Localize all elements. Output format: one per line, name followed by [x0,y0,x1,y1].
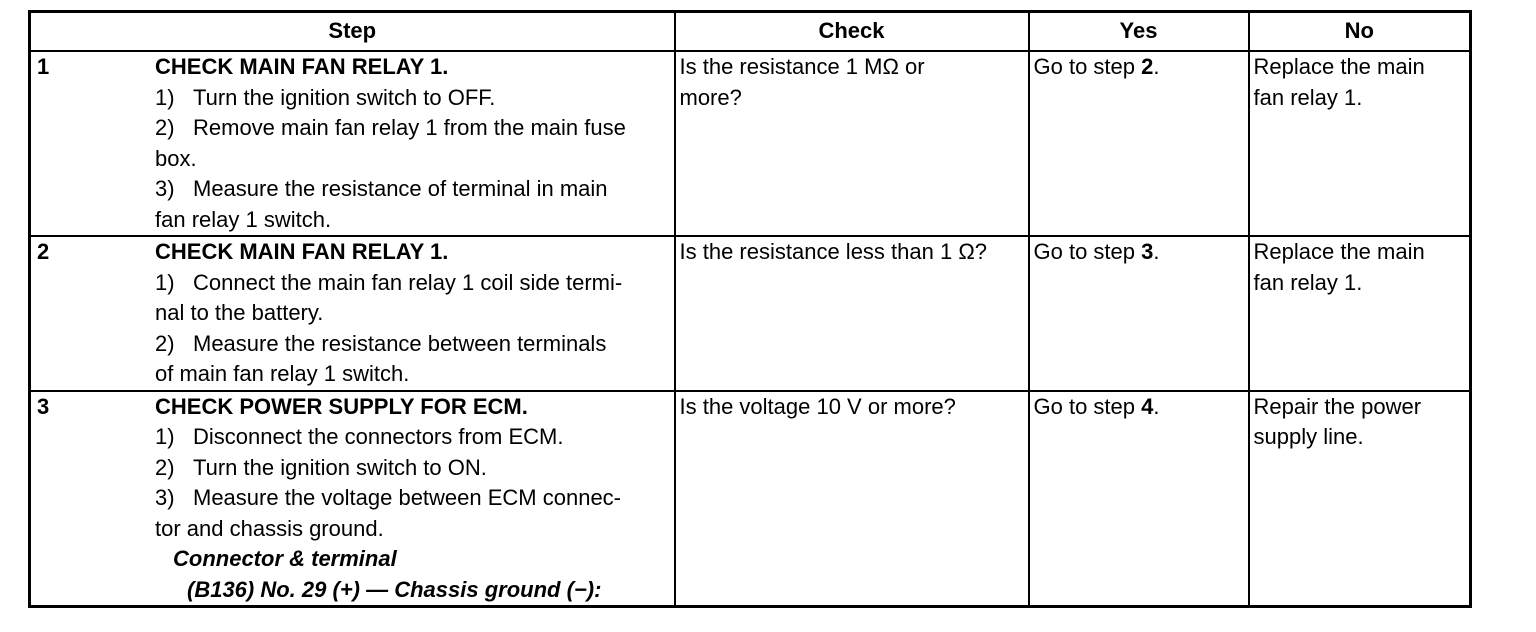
check-text-line: Is the voltage 10 V or more? [679,393,956,419]
substep-continuation: tor and chassis ground. [155,515,384,541]
substep [155,83,668,114]
check-cell [675,391,1029,607]
substep [155,422,668,453]
step-body [155,52,670,235]
table-row [30,236,1471,391]
yes-cell [1029,391,1249,607]
connector-terminal-title: Connector & terminal [173,546,397,571]
check-text-line: Is the resistance less than 1 Ω? [679,239,987,264]
no-text-line: fan relay 1. [1253,84,1363,110]
no-cell [1249,236,1471,391]
substep-number: 2) [155,330,175,356]
yes-step-number: 3 [1141,239,1154,264]
substep-text: Measure the resistance between terminals [193,330,607,356]
substep [155,113,668,144]
substep-number: 1) [155,84,175,110]
substep-continuation: nal to the battery. [155,300,324,325]
substep-number: 1) [155,269,175,295]
yes-prefix: Go to step [1033,239,1142,264]
yes-cell [1029,51,1249,236]
check-cell [675,51,1029,236]
yes-cell [1029,236,1249,391]
substep-number: 3) [155,485,175,510]
yes-prefix: Go to step [1033,393,1142,419]
header-check: Check [675,12,1029,52]
step-number: 2 [37,239,50,264]
yes-step-number: 4 [1141,393,1154,419]
diagnostic-procedure-table [28,10,1472,608]
substep-text: Remove main fan relay 1 from the main fuse [193,115,626,140]
no-text-line: Repair the power [1253,393,1422,419]
table-row [30,391,1471,607]
substep-number: 2) [155,454,175,480]
no-text-line: fan relay 1. [1253,269,1363,295]
step-title: CHECK MAIN FAN RELAY 1. [155,239,449,264]
step-title: CHECK MAIN FAN RELAY 1. [155,54,449,79]
substep [155,453,668,484]
substep [155,268,668,299]
step-cell [30,236,675,391]
step-title: CHECK POWER SUPPLY FOR ECM. [155,393,528,419]
yes-step-number: 2 [1141,54,1154,79]
substep-continuation: fan relay 1 switch. [155,206,332,232]
substep [155,174,668,205]
header-step: Step [30,12,675,52]
header-yes: Yes [1029,12,1249,52]
substep-text: Disconnect the connectors from ECM. [193,424,564,449]
step-body [155,237,670,390]
step-cell [30,391,675,607]
yes-suffix: . [1153,54,1160,79]
substep-text: Measure the resistance of terminal in main [193,176,608,201]
substep-text: Connect the main fan relay 1 coil side termi- [193,269,623,295]
no-cell [1249,391,1471,607]
substep-number: 1) [155,424,175,449]
substep-continuation: box. [155,145,197,171]
check-text-line: more? [679,84,742,110]
substep-text: Turn the ignition switch to OFF. [193,84,496,110]
no-text-line: supply line. [1253,424,1364,449]
step-number: 1 [37,54,50,79]
substep-text: Measure the voltage between ECM connec- [193,485,622,510]
yes-suffix: . [1153,393,1160,419]
yes-prefix: Go to step [1033,54,1142,79]
no-cell [1249,51,1471,236]
substep-number: 3) [155,176,175,201]
connector-terminal-value: (B136) No. 29 (+) — Chassis ground (−): [187,576,602,602]
check-cell [675,236,1029,391]
table-header-row [30,12,1471,52]
step-cell [30,51,675,236]
substep [155,483,668,514]
header-no: No [1249,12,1471,52]
substep [155,329,668,360]
substep-text: Turn the ignition switch to ON. [193,454,487,480]
substep-continuation: of main fan relay 1 switch. [155,361,410,386]
step-body [155,392,670,606]
yes-suffix: . [1153,239,1160,264]
no-text-line: Replace the main [1253,239,1425,264]
table-row [30,51,1471,236]
check-text-line: Is the resistance 1 MΩ or [679,54,925,79]
no-text-line: Replace the main [1253,54,1425,79]
step-number: 3 [37,393,50,419]
substep-number: 2) [155,115,175,140]
